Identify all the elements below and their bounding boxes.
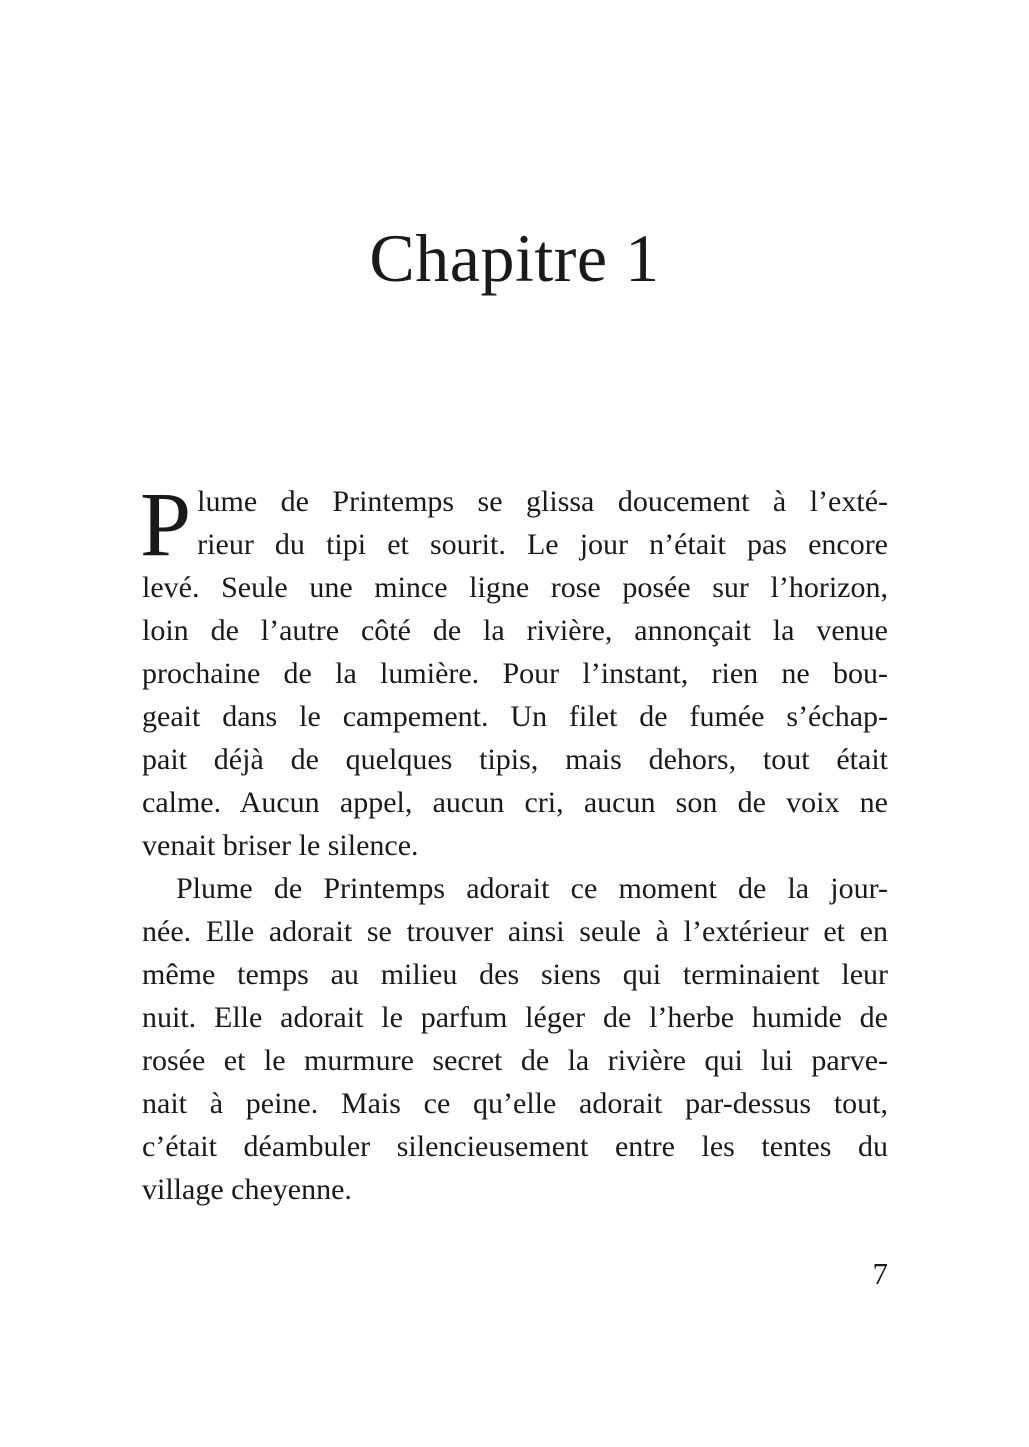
text-line: prochaine de la lumière. Pour l’instant, rien ne bou-	[142, 657, 888, 690]
text-line: village cheyenne.	[142, 1173, 352, 1206]
text-line: rieur du tipi et sourit. Le jour n’était pas encore	[197, 528, 888, 561]
text-line: rosée et le murmure secret de la rivière qui lui parve-	[142, 1044, 888, 1077]
text-line: née. Elle adorait se trouver ainsi seule à l’extérieur et en	[142, 915, 888, 948]
text-line: loin de l’autre côté de la rivière, annonçait la venue	[142, 614, 888, 647]
drop-cap: P	[140, 473, 192, 575]
text-line: Plume de Printemps adorait ce moment de la jour-	[176, 872, 888, 905]
body-text	[140, 473, 888, 1211]
chapter-title: Chapitre 1	[369, 220, 660, 296]
text-line: lume de Printemps se glissa doucement à l’exté-	[197, 485, 888, 518]
text-line: calme. Aucun appel, aucun cri, aucun son de voix ne	[142, 786, 888, 819]
text-line: c’était déambuler silencieusement entre les tentes du	[142, 1130, 888, 1163]
text-line: venait briser le silence.	[142, 829, 419, 862]
paragraph-1	[140, 473, 888, 867]
text-line: geait dans le campement. Un filet de fumée s’échap-	[142, 700, 888, 733]
text-line: nuit. Elle adorait le parfum léger de l’herbe humide de	[142, 1001, 888, 1034]
paragraph-2	[142, 867, 888, 1211]
page-number: 7	[872, 1256, 888, 1291]
text-line: pait déjà de quelques tipis, mais dehors, tout était	[142, 743, 888, 776]
text-line: levé. Seule une mince ligne rose posée sur l’horizon,	[142, 571, 888, 604]
text-line: même temps au milieu des siens qui terminaient leur	[142, 958, 888, 991]
text-line: nait à peine. Mais ce qu’elle adorait par-dessus tout,	[142, 1087, 888, 1120]
